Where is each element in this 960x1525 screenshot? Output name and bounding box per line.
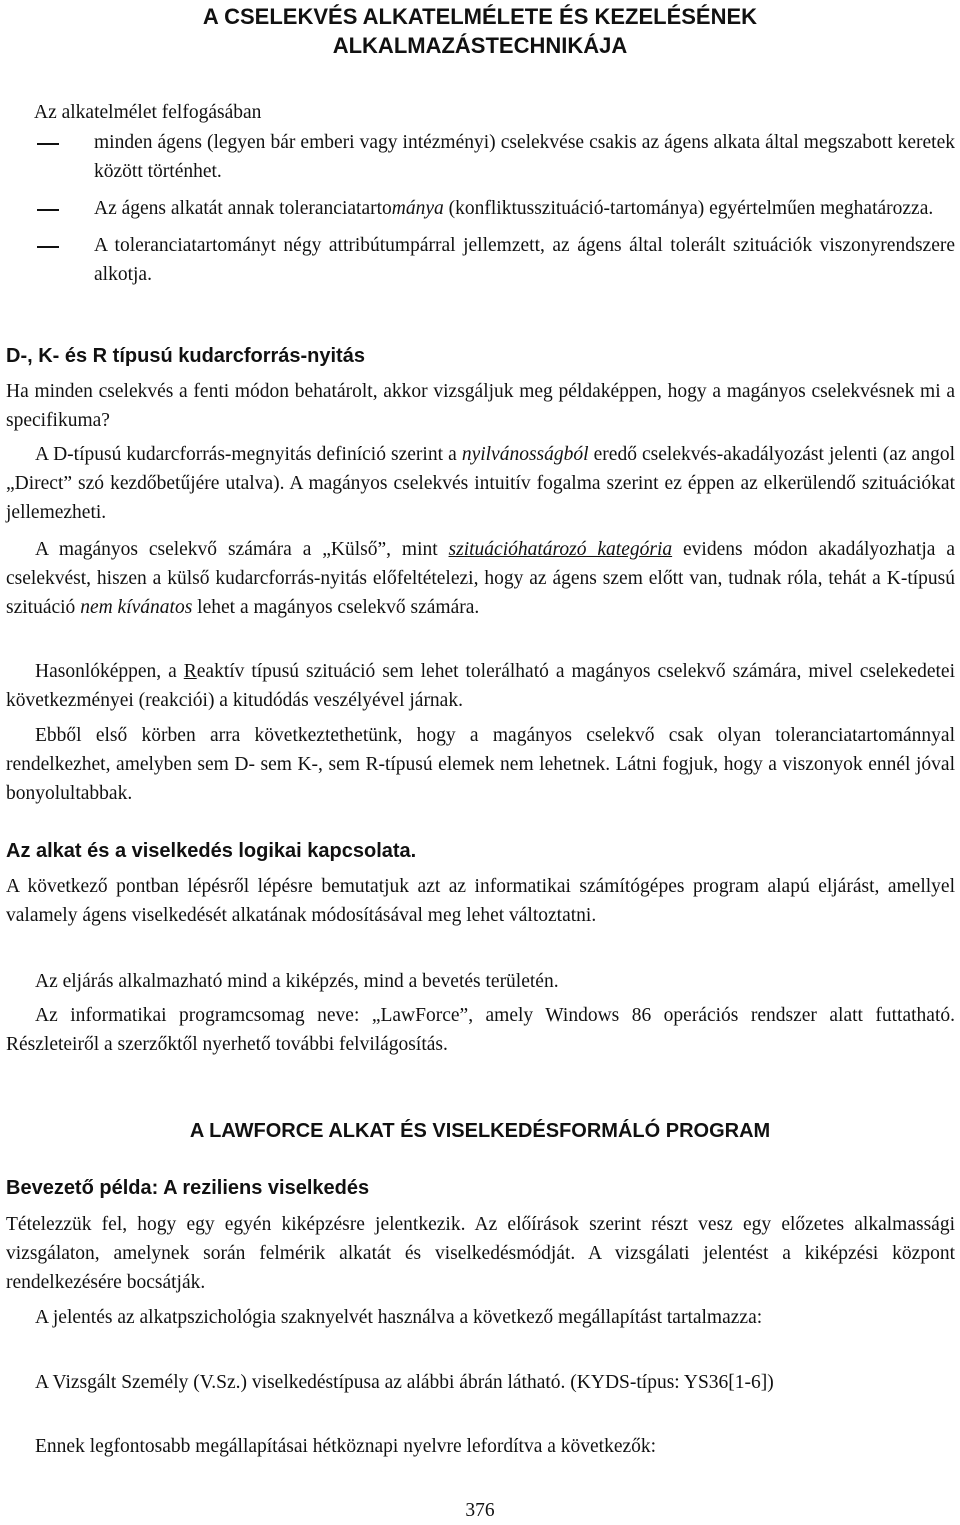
section-heading-lawforce: A LAWFORCE ALKAT ÉS VISELKEDÉSFORMÁLÓ PROGRAM (189, 1120, 771, 1142)
paragraph-s1-3 (6, 535, 955, 622)
paragraph-s4-1: Tételezzük fel, hogy egy egyén kiképzésre jelentkezik. Az előírások szerint részt vesz egy előzetes alkalmassági vizsgálaton, amelynek során felmérik alkatát és viselkedésmódját. A vizsgálati jelentést a kiképzési központ rendelkezésére bocsátják. (6, 1214, 955, 1293)
p-s1-2-emphasis: nyilvánosságból (461, 444, 589, 465)
page-title-line-1: A CSELEKVÉS ALKATELMÉLETE ÉS KEZELÉSÉNEK (202, 4, 758, 29)
p-s1-4-a: Hasonlóképpen, a (35, 661, 184, 682)
p-s1-3-a: A magányos cselekvő számára a „Külső”, mint (35, 539, 449, 560)
bullet-item-2-emphasis: mánya (391, 198, 444, 219)
bullet-item-1: minden ágens (legyen bár emberi vagy intézményi) cselekvése csakis az ágens alkata által megszabott keretek között történhet. (0, 128, 955, 186)
paragraph-s1-1: Ha minden cselekvés a fenti módon behatárolt, akkor vizsgáljuk meg példaképpen, hogy a magányos cselekvésnek mi a specifikuma? (6, 381, 955, 431)
paragraph-s2-2: Az eljárás alkalmazható mind a kiképzés, mind a bevetés területén. (35, 971, 559, 992)
section-heading-bevezeto-pelda: Bevezető példa: A reziliens viselkedés (6, 1177, 370, 1199)
p-s1-3-emphasis: nem kívánatos (80, 597, 193, 618)
intro-text: Az alkatelmélet felfogásában (34, 102, 262, 123)
paragraph-s2-3: Az informatikai programcsomag neve: „LawForce”, amely Windows 86 operációs rendszer alatt futtatható. Részleteiről a szerzőktől nyerhető további felvilágosítás. (6, 1005, 955, 1055)
section-heading-alkat-viselkedes: Az alkat és a viselkedés logikai kapcsolata. (6, 840, 417, 862)
paragraph-s4-3: A Vizsgált Személy (V.Sz.) viselkedéstípusa az alábbi ábrán látható. (KYDS-típus: YS36[1-6]) (35, 1372, 774, 1393)
bullet-item-3: A toleranciatartományt négy attribútumpárral jellemzett, az ágens által tolerált szituációk viszonyrendszere alkotja. (0, 231, 955, 289)
p-s1-4-underline: R (183, 661, 197, 682)
bullet-item-2-pre: Az ágens alkatát annak toleranciatarto (94, 198, 392, 219)
p-s1-3-underline-italic: szituációhatározó kategória (448, 539, 673, 560)
paragraph-s1-5: Ebből első körben arra következtethetünk, hogy a magányos cselekvő csak olyan toleranciatartománnyal rendelkezhet, amelyben sem D- sem K-, sem R-típusú elemek nem lehetnek. Látni fogjuk, hogy a viszonyok ennél jóval bonyolultabbak. (6, 725, 955, 804)
p-s1-2-a: A D-típusú kudarcforrás-megnyitás definíció szerint a (35, 444, 462, 465)
p-s1-2-b: eredő cselekvés-akadályozást jelenti (az angol „Direct” szó kezdőbetűjére utalva). A magányos cselekvés intuitív fogalma szerint ez éppen az elkerülendő szituációkat jellemezheti. (6, 444, 955, 523)
section-heading-d-k-r: D-, K- és R típusú kudarcforrás-nyitás (6, 345, 365, 367)
paragraph-s4-2: A jelentés az alkatpszichológia szaknyelvét használva a következő megállapítást tartalmazza: (35, 1307, 763, 1328)
paragraph-s4-4: Ennek legfontosabb megállapításai hétköznapi nyelvre lefordítva a következők: (35, 1436, 657, 1457)
page-number: 376 (465, 1500, 495, 1521)
page-title-line-2: ALKALMAZÁSTECHNIKÁJA (332, 33, 628, 58)
paragraph-s1-2 (6, 440, 955, 527)
p-s1-4-b: eaktív típusú szituáció sem lehet tolerálható a magányos cselekvő számára, mivel cselekedetei következményei (reakciói) a kitudódás veszélyével járnak. (6, 661, 955, 711)
bullet-list (0, 128, 955, 297)
page-title (0, 2, 960, 60)
bullet-item-2-post: (konfliktusszituáció-tartománya) egyértelműen meghatározza. (443, 198, 934, 219)
p-s1-3-c: lehet a magányos cselekvő számára. (192, 597, 480, 618)
p-s1-3-b: evidens módon akadályozhatja a cselekvést, hiszen a külső kudarcforrás-nyitás előfeltételezi, hogy az ágens szem előtt van, tudnak róla, tehát a K-típusú szituáció (6, 539, 955, 618)
bullet-item-2 (0, 194, 955, 223)
paragraph-s1-4 (6, 657, 955, 715)
paragraph-s2-1: A következő pontban lépésről lépésre bemutatjuk azt az informatikai számítógépes program alapú eljárást, amellyel valamely ágens viselkedését alkatának módosításával meg lehet változtatni. (6, 876, 955, 926)
